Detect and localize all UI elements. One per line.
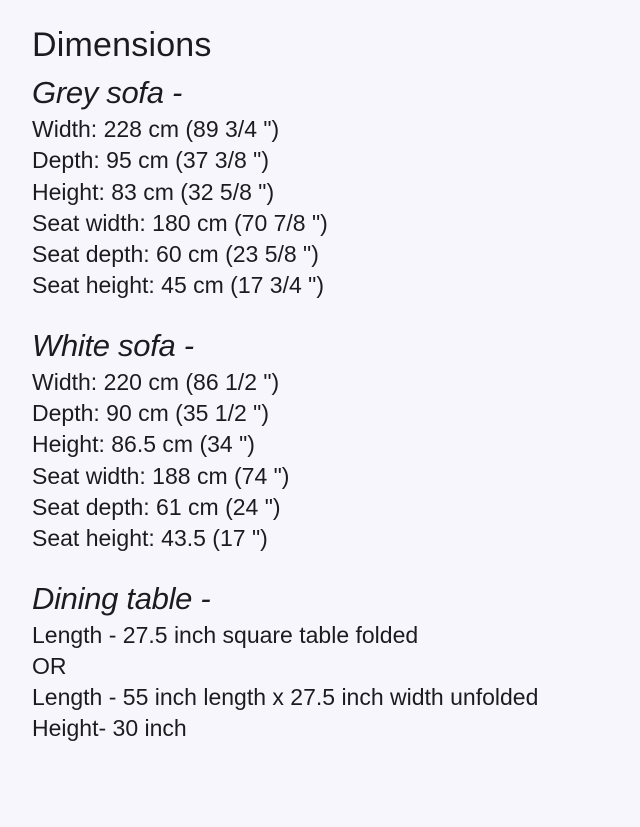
dining-table-length-unfolded: Length - 55 inch length x 27.5 inch width unfolded (32, 684, 539, 711)
white-sofa-width: Width: 220 cm (86 1/2 ") (32, 368, 280, 395)
white-sofa-seat-width: Seat width: 188 cm (74 ") (32, 462, 290, 489)
white-sofa-dimension-list (32, 367, 608, 555)
section-heading-white-sofa: White sofa - (32, 327, 194, 363)
white-sofa-depth: Depth: 90 cm (35 1/2 ") (32, 400, 269, 427)
dining-table-dimension-list (32, 620, 608, 745)
grey-sofa-dimension-list (32, 114, 608, 302)
grey-sofa-width: Width: 228 cm (89 3/4 ") (32, 116, 280, 142)
section-heading-dining-table: Dining table - (32, 580, 211, 616)
section-grey-sofa (32, 74, 608, 302)
grey-sofa-seat-height: Seat height: 45 cm (17 3/4 ") (32, 272, 324, 299)
grey-sofa-seat-width: Seat width: 180 cm (70 7/8 ") (32, 209, 328, 236)
white-sofa-seat-depth: Seat depth: 61 cm (24 ") (32, 493, 281, 520)
white-sofa-height: Height: 86.5 cm (34 ") (32, 431, 255, 458)
grey-sofa-seat-depth: Seat depth: 60 cm (23 5/8 ") (32, 241, 319, 268)
white-sofa-seat-height: Seat height: 43.5 (17 ") (32, 525, 268, 552)
dining-table-height: Height- 30 inch (32, 715, 187, 742)
section-dining-table (32, 580, 608, 745)
dining-table-length-folded: Length - 27.5 inch square table folded (32, 621, 419, 648)
section-heading-grey-sofa: Grey sofa - (32, 75, 183, 110)
grey-sofa-height: Height: 83 cm (32 5/8 ") (32, 178, 275, 205)
grey-sofa-depth: Depth: 95 cm (37 3/8 ") (32, 147, 269, 174)
section-white-sofa (32, 327, 608, 555)
dining-table-or: OR (32, 652, 67, 679)
page-title: Dimensions (32, 26, 212, 64)
